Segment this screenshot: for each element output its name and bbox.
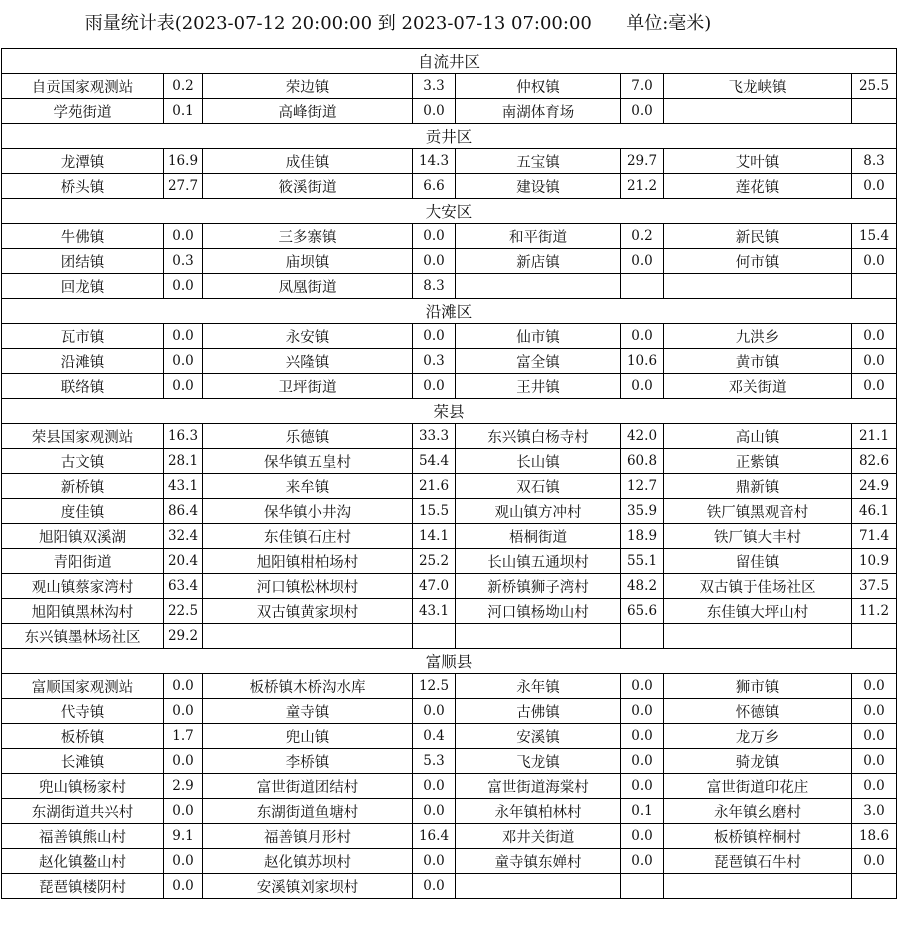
- rainfall-value: [621, 274, 664, 299]
- rainfall-value: 10.9: [852, 549, 897, 574]
- rainfall-value: 16.4: [413, 824, 456, 849]
- station-name: 河口镇松林坝村: [203, 574, 413, 599]
- station-name: 新店镇: [456, 249, 621, 274]
- station-name: 怀德镇: [664, 699, 852, 724]
- station-name: 兜山镇杨家村: [2, 774, 164, 799]
- rainfall-value: 48.2: [621, 574, 664, 599]
- rainfall-value: 0.0: [621, 849, 664, 874]
- rainfall-value: [413, 624, 456, 649]
- station-name: 荣县国家观测站: [2, 424, 164, 449]
- station-name: 东佳镇石庄村: [203, 524, 413, 549]
- rainfall-value: 0.0: [621, 724, 664, 749]
- table-row: [2, 699, 897, 724]
- station-name: 赵化镇苏坝村: [203, 849, 413, 874]
- station-name: 河口镇杨坳山村: [456, 599, 621, 624]
- table-row: [2, 174, 897, 199]
- rainfall-value: 0.0: [164, 274, 203, 299]
- rainfall-value: 0.0: [621, 749, 664, 774]
- station-name: 福善镇月形村: [203, 824, 413, 849]
- station-name: 安溪镇: [456, 724, 621, 749]
- rainfall-value: 32.4: [164, 524, 203, 549]
- table-body: [2, 49, 897, 899]
- rainfall-value: 82.6: [852, 449, 897, 474]
- station-name: 永安镇: [203, 324, 413, 349]
- rainfall-value: 29.2: [164, 624, 203, 649]
- table-row: [2, 574, 897, 599]
- rainfall-value: 0.0: [164, 224, 203, 249]
- station-name: 富世街道海棠村: [456, 774, 621, 799]
- station-name: 古佛镇: [456, 699, 621, 724]
- station-name: 琵琶镇石牛村: [664, 849, 852, 874]
- rainfall-value: 60.8: [621, 449, 664, 474]
- rainfall-value: 1.7: [164, 724, 203, 749]
- rainfall-value: 0.0: [413, 799, 456, 824]
- station-name: 凤凰街道: [203, 274, 413, 299]
- rainfall-value: 12.5: [413, 674, 456, 699]
- station-name: 东兴镇墨林场社区: [2, 624, 164, 649]
- station-name: 长滩镇: [2, 749, 164, 774]
- rainfall-value: 0.0: [852, 249, 897, 274]
- station-name: 铁厂镇黑观音村: [664, 499, 852, 524]
- station-name: 赵化镇鳌山村: [2, 849, 164, 874]
- table-row: [2, 474, 897, 499]
- station-name: 富世街道印花庄: [664, 774, 852, 799]
- rainfall-value: 10.6: [621, 349, 664, 374]
- rainfall-value: 0.0: [413, 374, 456, 399]
- rainfall-value: 0.0: [621, 824, 664, 849]
- station-name: 铁厂镇大丰村: [664, 524, 852, 549]
- rainfall-value: 6.6: [413, 174, 456, 199]
- rainfall-value: 0.0: [413, 249, 456, 274]
- station-name: 古文镇: [2, 449, 164, 474]
- station-name: 仲权镇: [456, 74, 621, 99]
- station-name: [664, 274, 852, 299]
- rainfall-value: 0.0: [413, 224, 456, 249]
- station-name: 青阳街道: [2, 549, 164, 574]
- region-name: 沿滩区: [2, 299, 897, 324]
- station-name: 鼎新镇: [664, 474, 852, 499]
- table-row: [2, 499, 897, 524]
- station-name: 黄市镇: [664, 349, 852, 374]
- station-name: 双石镇: [456, 474, 621, 499]
- station-name: 观山镇方冲村: [456, 499, 621, 524]
- station-name: 保华镇小井沟: [203, 499, 413, 524]
- rainfall-value: 0.2: [621, 224, 664, 249]
- table-row: [2, 724, 897, 749]
- rainfall-value: 12.7: [621, 474, 664, 499]
- rainfall-value: 0.0: [413, 874, 456, 899]
- station-name: 牛佛镇: [2, 224, 164, 249]
- rainfall-value: 18.9: [621, 524, 664, 549]
- station-name: 东湖街道共兴村: [2, 799, 164, 824]
- rainfall-value: 47.0: [413, 574, 456, 599]
- rainfall-value: 0.0: [621, 99, 664, 124]
- rainfall-value: 14.3: [413, 149, 456, 174]
- station-name: 梧桐街道: [456, 524, 621, 549]
- station-name: 童寺镇: [203, 699, 413, 724]
- rainfall-value: 0.0: [164, 324, 203, 349]
- station-name: 南湖体育场: [456, 99, 621, 124]
- station-name: 三多寨镇: [203, 224, 413, 249]
- station-name: [664, 874, 852, 899]
- station-name: 高峰街道: [203, 99, 413, 124]
- rainfall-value: 14.1: [413, 524, 456, 549]
- rainfall-value: 0.0: [852, 774, 897, 799]
- station-name: [664, 99, 852, 124]
- rainfall-value: 37.5: [852, 574, 897, 599]
- rainfall-value: 0.0: [413, 99, 456, 124]
- station-name: 庙坝镇: [203, 249, 413, 274]
- station-name: 邓关街道: [664, 374, 852, 399]
- rainfall-value: 33.3: [413, 424, 456, 449]
- rainfall-value: 0.3: [413, 349, 456, 374]
- rainfall-value: 15.4: [852, 224, 897, 249]
- rainfall-value: 0.0: [413, 699, 456, 724]
- rainfall-value: 2.9: [164, 774, 203, 799]
- rainfall-value: 25.2: [413, 549, 456, 574]
- station-name: 观山镇蔡家湾村: [2, 574, 164, 599]
- region-header-row: [2, 299, 897, 324]
- rainfall-value: 21.2: [621, 174, 664, 199]
- table-row: [2, 824, 897, 849]
- station-name: 新桥镇: [2, 474, 164, 499]
- rainfall-value: 24.9: [852, 474, 897, 499]
- rainfall-value: 0.0: [164, 799, 203, 824]
- rainfall-value: 11.2: [852, 599, 897, 624]
- station-name: 学苑街道: [2, 99, 164, 124]
- station-name: [203, 624, 413, 649]
- station-name: 富世街道团结村: [203, 774, 413, 799]
- rainfall-value: 16.3: [164, 424, 203, 449]
- table-row: [2, 74, 897, 99]
- station-name: 狮市镇: [664, 674, 852, 699]
- rainfall-value: 22.5: [164, 599, 203, 624]
- region-name: 大安区: [2, 199, 897, 224]
- rainfall-value: 0.0: [852, 749, 897, 774]
- station-name: 沿滩镇: [2, 349, 164, 374]
- table-row: [2, 799, 897, 824]
- rainfall-value: 9.1: [164, 824, 203, 849]
- station-name: [456, 274, 621, 299]
- station-name: 代寺镇: [2, 699, 164, 724]
- table-row: [2, 449, 897, 474]
- station-name: 东佳镇大坪山村: [664, 599, 852, 624]
- rainfall-value: 0.0: [413, 849, 456, 874]
- station-name: 旭阳镇柑柏场村: [203, 549, 413, 574]
- rainfall-value: 0.0: [852, 324, 897, 349]
- rainfall-value: 55.1: [621, 549, 664, 574]
- rainfall-value: 42.0: [621, 424, 664, 449]
- station-name: 双古镇黄家坝村: [203, 599, 413, 624]
- rainfall-value: 27.7: [164, 174, 203, 199]
- table-row: [2, 774, 897, 799]
- report-title: 雨量统计表(2023-07-12 20:00:00 到 2023-07-13 07:00:00 单位:毫米): [84, 13, 712, 34]
- station-name: 卫坪街道: [203, 374, 413, 399]
- rainfall-value: 71.4: [852, 524, 897, 549]
- station-name: 童寺镇东婵村: [456, 849, 621, 874]
- rainfall-value: 3.0: [852, 799, 897, 824]
- rainfall-value: 0.0: [164, 699, 203, 724]
- station-name: 旭阳镇双溪湖: [2, 524, 164, 549]
- rainfall-value: 0.0: [852, 349, 897, 374]
- rainfall-value: 54.4: [413, 449, 456, 474]
- station-name: 保华镇五皇村: [203, 449, 413, 474]
- station-name: 何市镇: [664, 249, 852, 274]
- table-row: [2, 674, 897, 699]
- rainfall-value: 0.0: [164, 749, 203, 774]
- station-name: 李桥镇: [203, 749, 413, 774]
- rainfall-value: [852, 99, 897, 124]
- rainfall-value: 3.3: [413, 74, 456, 99]
- station-name: 回龙镇: [2, 274, 164, 299]
- station-name: 双古镇于佳场社区: [664, 574, 852, 599]
- station-name: 和平街道: [456, 224, 621, 249]
- rainfall-value: 0.0: [621, 699, 664, 724]
- rainfall-value: 0.0: [852, 174, 897, 199]
- region-header-row: [2, 649, 897, 674]
- station-name: 板桥镇梓桐村: [664, 824, 852, 849]
- station-name: 成佳镇: [203, 149, 413, 174]
- table-row: [2, 849, 897, 874]
- rainfall-value: [621, 874, 664, 899]
- rainfall-value: [852, 624, 897, 649]
- station-name: 长山镇五通坝村: [456, 549, 621, 574]
- station-name: 王井镇: [456, 374, 621, 399]
- station-name: 九洪乡: [664, 324, 852, 349]
- rainfall-value: 0.0: [164, 374, 203, 399]
- station-name: 瓦市镇: [2, 324, 164, 349]
- rainfall-value: [852, 274, 897, 299]
- rainfall-value: 29.7: [621, 149, 664, 174]
- table-row: [2, 324, 897, 349]
- rainfall-value: 16.9: [164, 149, 203, 174]
- table-row: [2, 99, 897, 124]
- rainfall-value: 43.1: [413, 599, 456, 624]
- rainfall-value: 43.1: [164, 474, 203, 499]
- station-name: 新桥镇狮子湾村: [456, 574, 621, 599]
- table-row: [2, 874, 897, 899]
- station-name: 板桥镇木桥沟水库: [203, 674, 413, 699]
- table-row: [2, 424, 897, 449]
- station-name: 高山镇: [664, 424, 852, 449]
- rainfall-value: 0.0: [852, 374, 897, 399]
- rainfall-value: 21.6: [413, 474, 456, 499]
- station-name: 乐德镇: [203, 424, 413, 449]
- station-name: 荣边镇: [203, 74, 413, 99]
- rainfall-value: 0.0: [164, 874, 203, 899]
- station-name: 富全镇: [456, 349, 621, 374]
- rainfall-value: 21.1: [852, 424, 897, 449]
- station-name: 来牟镇: [203, 474, 413, 499]
- station-name: [456, 874, 621, 899]
- station-name: 兴隆镇: [203, 349, 413, 374]
- station-name: 永年镇柏林村: [456, 799, 621, 824]
- rainfall-value: 0.0: [852, 849, 897, 874]
- rainfall-value: 7.0: [621, 74, 664, 99]
- table-row: [2, 274, 897, 299]
- rainfall-value: 0.3: [164, 249, 203, 274]
- station-name: 永年镇: [456, 674, 621, 699]
- station-name: 长山镇: [456, 449, 621, 474]
- station-name: 龙潭镇: [2, 149, 164, 174]
- station-name: 桥头镇: [2, 174, 164, 199]
- rainfall-value: 0.0: [621, 774, 664, 799]
- table-row: [2, 149, 897, 174]
- region-header-row: [2, 399, 897, 424]
- rainfall-value: 35.9: [621, 499, 664, 524]
- rainfall-value: 20.4: [164, 549, 203, 574]
- table-row: [2, 374, 897, 399]
- station-name: 东湖街道鱼塘村: [203, 799, 413, 824]
- station-name: 琵琶镇楼阴村: [2, 874, 164, 899]
- rainfall-value: 86.4: [164, 499, 203, 524]
- rainfall-value: 46.1: [852, 499, 897, 524]
- table-row: [2, 624, 897, 649]
- table-row: [2, 599, 897, 624]
- station-name: 兜山镇: [203, 724, 413, 749]
- rainfall-value: [852, 874, 897, 899]
- table-row: [2, 524, 897, 549]
- rainfall-value: 0.0: [413, 324, 456, 349]
- station-name: 度佳镇: [2, 499, 164, 524]
- station-name: 新民镇: [664, 224, 852, 249]
- rainfall-value: 0.0: [621, 324, 664, 349]
- rainfall-value: 25.5: [852, 74, 897, 99]
- region-name: 富顺县: [2, 649, 897, 674]
- rainfall-value: 0.1: [621, 799, 664, 824]
- station-name: 留佳镇: [664, 549, 852, 574]
- rainfall-value: 0.0: [621, 674, 664, 699]
- rainfall-value: 0.0: [621, 249, 664, 274]
- rainfall-table: [1, 48, 897, 899]
- station-name: 板桥镇: [2, 724, 164, 749]
- station-name: 联络镇: [2, 374, 164, 399]
- station-name: 筱溪街道: [203, 174, 413, 199]
- station-name: 飞龙峡镇: [664, 74, 852, 99]
- rainfall-value: 0.2: [164, 74, 203, 99]
- region-name: 贡井区: [2, 124, 897, 149]
- rainfall-value: [621, 624, 664, 649]
- rainfall-value: 5.3: [413, 749, 456, 774]
- region-name: 荣县: [2, 399, 897, 424]
- table-row: [2, 349, 897, 374]
- station-name: 正紫镇: [664, 449, 852, 474]
- region-header-row: [2, 49, 897, 74]
- rainfall-value: 0.0: [852, 724, 897, 749]
- rainfall-value: 0.0: [164, 674, 203, 699]
- rainfall-value: 0.0: [852, 699, 897, 724]
- station-name: 艾叶镇: [664, 149, 852, 174]
- rainfall-value: 15.5: [413, 499, 456, 524]
- rainfall-value: 63.4: [164, 574, 203, 599]
- rainfall-value: 0.0: [413, 774, 456, 799]
- rainfall-value: 8.3: [852, 149, 897, 174]
- station-name: 富顺国家观测站: [2, 674, 164, 699]
- station-name: 龙万乡: [664, 724, 852, 749]
- rainfall-value: 0.4: [413, 724, 456, 749]
- rainfall-value: 28.1: [164, 449, 203, 474]
- region-header-row: [2, 199, 897, 224]
- region-header-row: [2, 124, 897, 149]
- rainfall-value: 65.6: [621, 599, 664, 624]
- station-name: 旭阳镇黑林沟村: [2, 599, 164, 624]
- station-name: [664, 624, 852, 649]
- station-name: 自贡国家观测站: [2, 74, 164, 99]
- rainfall-value: 0.0: [852, 674, 897, 699]
- table-row: [2, 224, 897, 249]
- table-row: [2, 749, 897, 774]
- station-name: 永年镇幺磨村: [664, 799, 852, 824]
- station-name: 福善镇熊山村: [2, 824, 164, 849]
- station-name: 安溪镇刘家坝村: [203, 874, 413, 899]
- rainfall-value: 0.0: [164, 849, 203, 874]
- table-row: [2, 249, 897, 274]
- rainfall-value: 0.0: [621, 374, 664, 399]
- rainfall-value: 18.6: [852, 824, 897, 849]
- station-name: 五宝镇: [456, 149, 621, 174]
- station-name: 骑龙镇: [664, 749, 852, 774]
- station-name: [456, 624, 621, 649]
- station-name: 莲花镇: [664, 174, 852, 199]
- station-name: 邓井关街道: [456, 824, 621, 849]
- rainfall-value: 0.0: [164, 349, 203, 374]
- region-name: 自流井区: [2, 49, 897, 74]
- rainfall-value: 8.3: [413, 274, 456, 299]
- station-name: 东兴镇白杨寺村: [456, 424, 621, 449]
- rainfall-value: 0.1: [164, 99, 203, 124]
- station-name: 飞龙镇: [456, 749, 621, 774]
- table-row: [2, 549, 897, 574]
- station-name: 团结镇: [2, 249, 164, 274]
- station-name: 仙市镇: [456, 324, 621, 349]
- station-name: 建设镇: [456, 174, 621, 199]
